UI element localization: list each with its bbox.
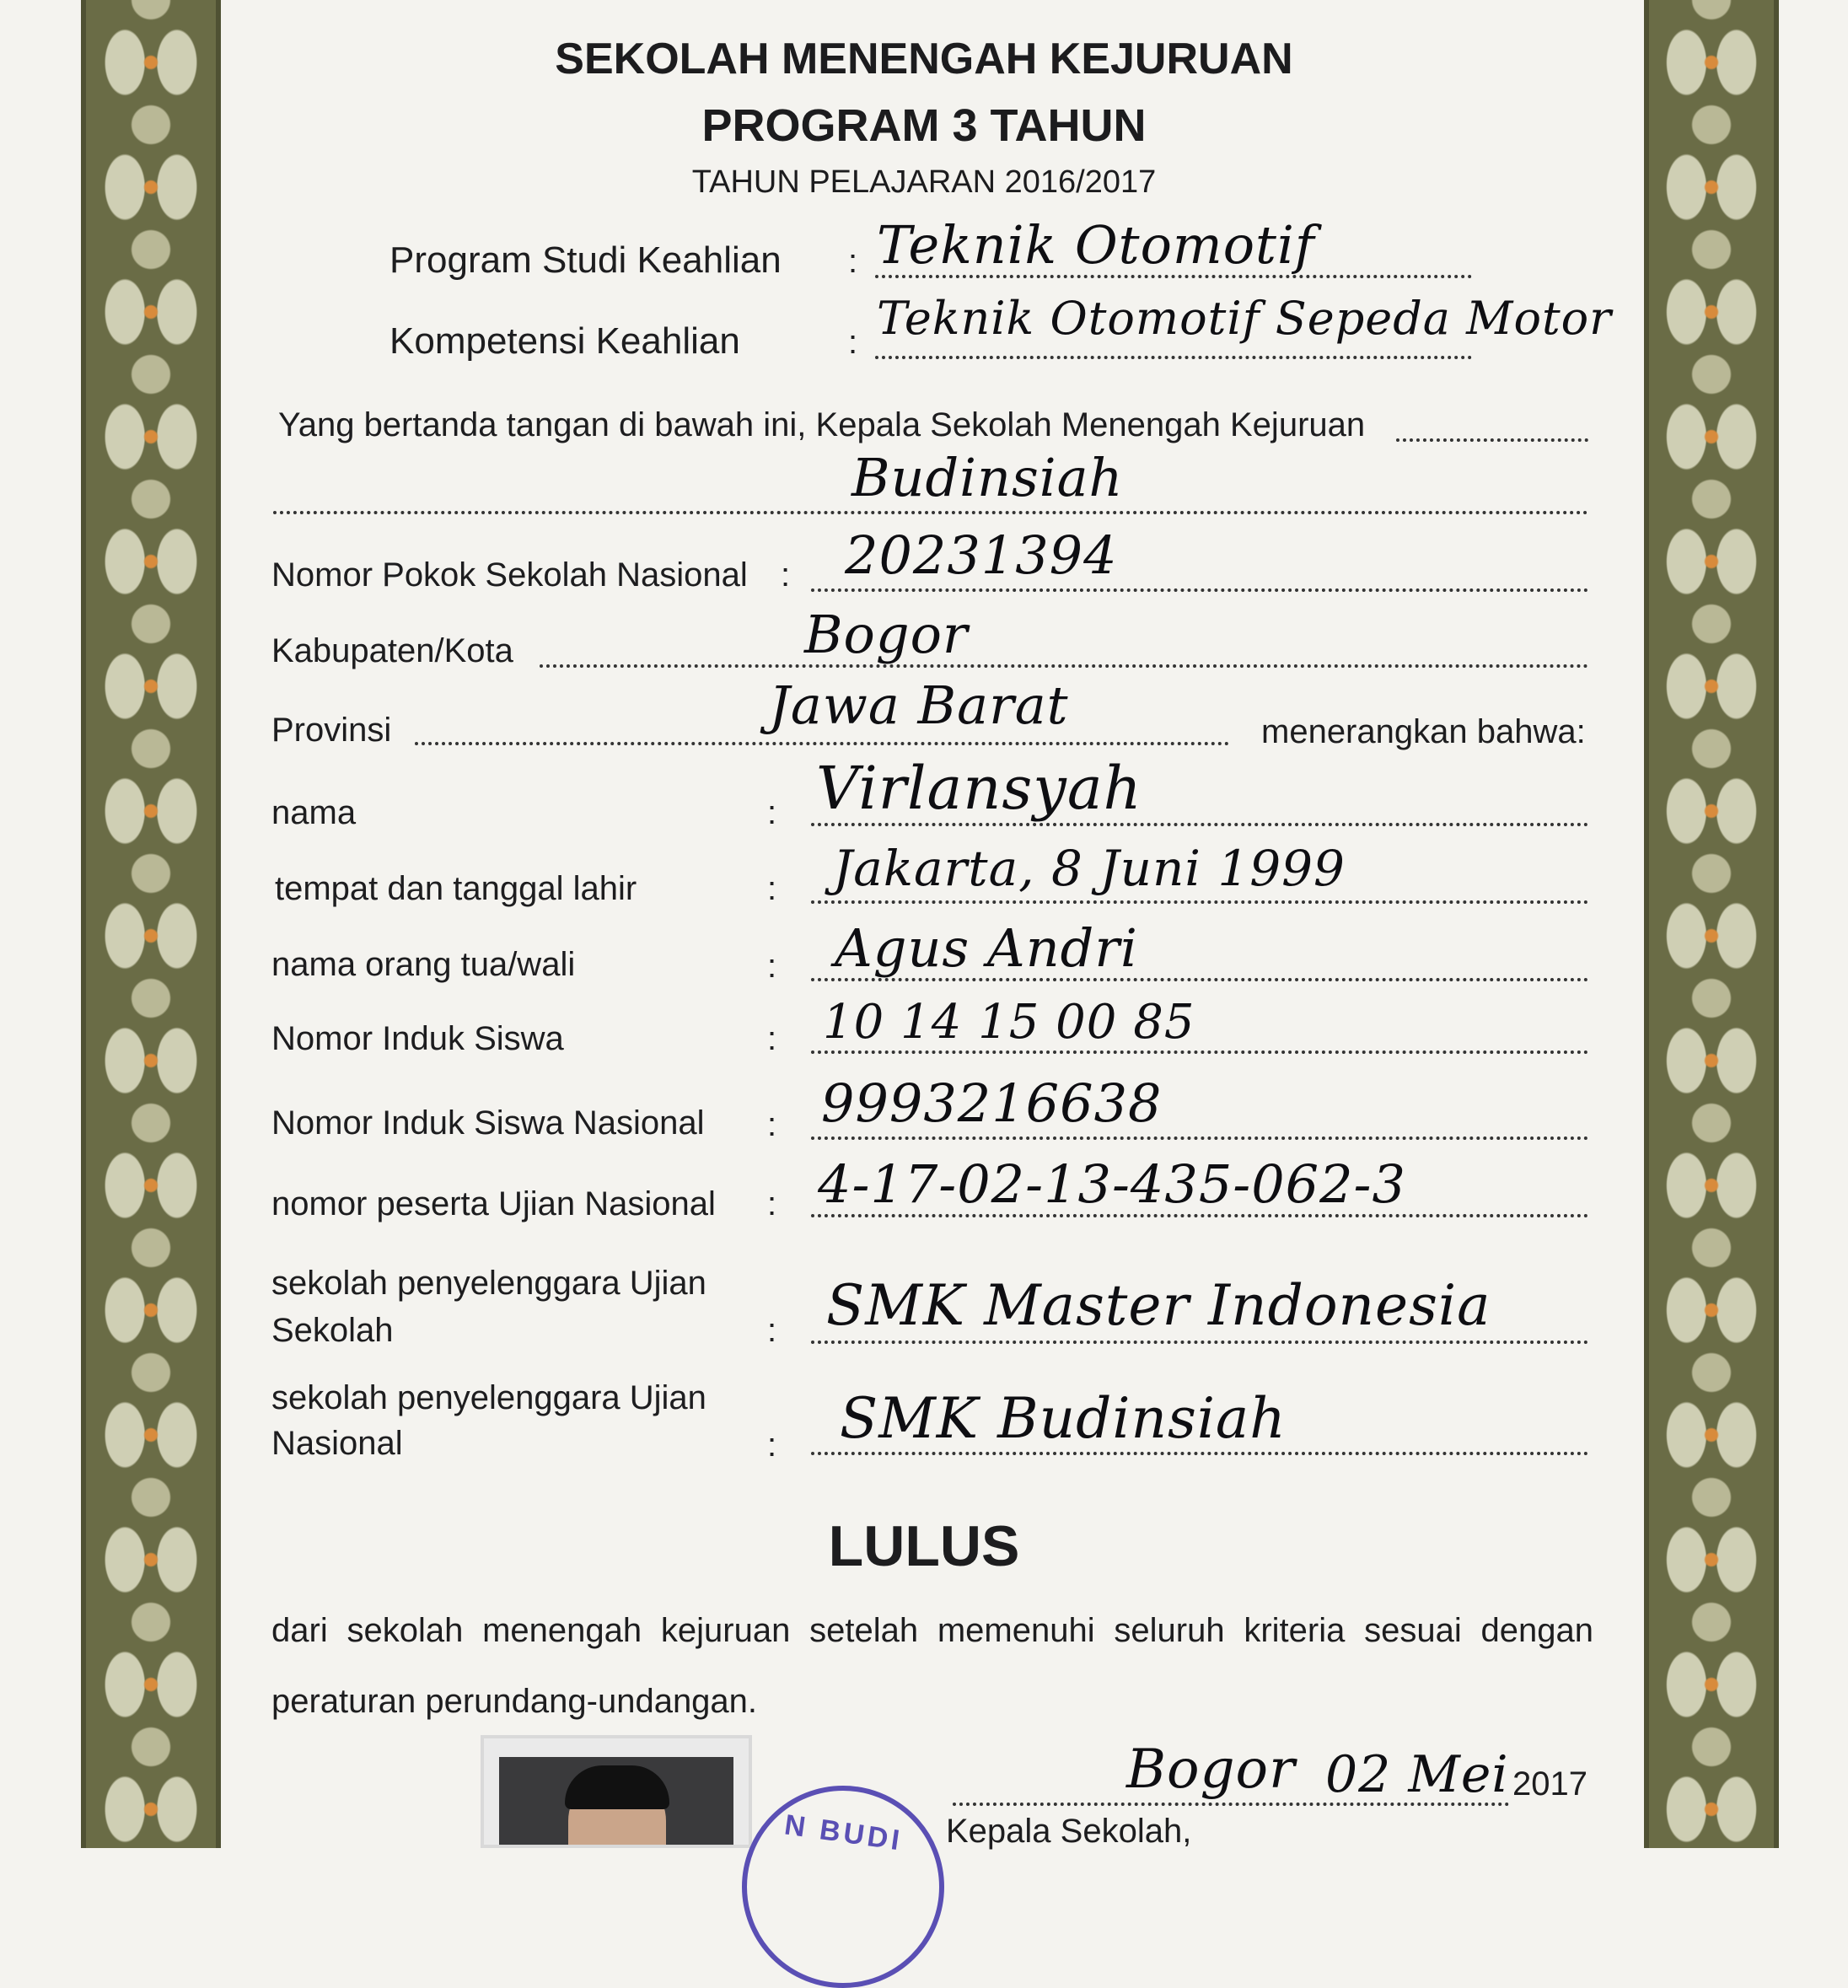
- field-value-nama: Virlansyah: [816, 754, 1142, 823]
- npsn-value: 20231394: [845, 524, 1118, 586]
- document-subtitle: PROGRAM 3 TAHUN: [701, 100, 1147, 151]
- field-label-nama: nama: [271, 794, 357, 831]
- field-value-peserta-un: 4-17-02-13-435-062-3: [818, 1153, 1406, 1215]
- ujian-sekolah-label: sekolah penyelenggara Ujian: [271, 1265, 706, 1302]
- ujian-nasional-dotted-line: [811, 1452, 1588, 1455]
- ujian-sekolah-value: SMK Master Indonesia: [826, 1273, 1491, 1338]
- npsn-dotted-line: [811, 588, 1588, 592]
- student-photo: [481, 1735, 752, 1848]
- provinsi-dotted-line: [415, 742, 1229, 745]
- result-heading: LULUS: [828, 1514, 1020, 1578]
- field-value-nis: 10 14 15 00 85: [823, 995, 1195, 1050]
- signature-date: 02 Mei: [1325, 1745, 1509, 1804]
- kompetensi-colon: :: [848, 324, 858, 361]
- closing-line-1: dari sekolah menengah kejuruan setelah memenuhi seluruh kriteria sesuai dengan: [271, 1612, 1593, 1649]
- field-value-orangtua: Agus Andri: [835, 917, 1138, 979]
- npsn-label: Nomor Pokok Sekolah Nasional: [271, 556, 748, 594]
- stamp-text: N BUDI: [782, 1808, 905, 1857]
- program-label: Program Studi Keahlian: [389, 239, 782, 281]
- field-colon: :: [767, 948, 777, 985]
- program-colon: :: [848, 243, 858, 280]
- signature-role: Kepala Sekolah,: [946, 1813, 1192, 1850]
- field-colon: :: [767, 794, 777, 831]
- closing-line-2: peraturan perundang-undangan.: [271, 1683, 758, 1720]
- field-dotted-line: [811, 1050, 1588, 1054]
- kompetensi-value: Teknik Otomotif Sepeda Motor: [877, 292, 1612, 345]
- provinsi-label: Provinsi: [271, 712, 392, 749]
- program-value: Teknik Otomotif: [877, 214, 1315, 276]
- kompetensi-dotted-line: [875, 356, 1472, 359]
- field-colon: :: [767, 1427, 777, 1464]
- field-label-orangtua: nama orang tua/wali: [271, 946, 576, 983]
- field-dotted-line: [811, 823, 1588, 826]
- academic-year: TAHUN PELAJARAN 2016/2017: [691, 164, 1157, 200]
- menerangkan-text: menerangkan bahwa:: [1261, 713, 1586, 750]
- intro-dotted-line: [1396, 438, 1588, 442]
- school-name-value: Budinsiah: [851, 447, 1124, 508]
- field-label-peserta-un: nomor peserta Ujian Nasional: [271, 1185, 716, 1222]
- field-dotted-line: [811, 900, 1588, 904]
- field-label-nis: Nomor Induk Siswa: [271, 1020, 564, 1057]
- ujian-nasional-label-2: Nasional: [271, 1425, 403, 1462]
- kompetensi-label: Kompetensi Keahlian: [389, 320, 740, 362]
- intro-text: Yang bertanda tangan di bawah ini, Kepala Sekolah Menengah Kejuruan: [278, 406, 1366, 443]
- provinsi-value: Jawa Barat: [769, 674, 1069, 736]
- school-dotted-line: [273, 511, 1588, 514]
- kabupaten-dotted-line: [540, 664, 1588, 668]
- signature-year: 2017: [1512, 1765, 1587, 1803]
- field-colon: :: [767, 1020, 777, 1057]
- ujian-nasional-label: sekolah penyelenggara Ujian: [271, 1379, 706, 1416]
- field-colon: :: [767, 870, 777, 907]
- npsn-colon: :: [781, 556, 791, 594]
- ujian-sekolah-label-2: Sekolah: [271, 1312, 394, 1349]
- signature-place: Bogor: [1126, 1738, 1296, 1801]
- field-label-nisn: Nomor Induk Siswa Nasional: [271, 1104, 705, 1142]
- ujian-nasional-value: SMK Budinsiah: [840, 1386, 1287, 1451]
- kabupaten-label: Kabupaten/Kota: [271, 632, 513, 669]
- document-title: SEKOLAH MENENGAH KEJURUAN: [555, 35, 1293, 83]
- field-colon: :: [767, 1185, 777, 1222]
- field-value-nisn: 9993216638: [821, 1072, 1163, 1134]
- ujian-sekolah-dotted-line: [811, 1341, 1588, 1344]
- field-colon: :: [767, 1312, 777, 1349]
- field-colon: :: [767, 1106, 777, 1143]
- kabupaten-value: Bogor: [804, 604, 969, 665]
- field-value-ttl: Jakarta, 8 Juni 1999: [833, 840, 1346, 897]
- field-dotted-line: [811, 1136, 1588, 1140]
- field-label-ttl: tempat dan tanggal lahir: [275, 870, 637, 907]
